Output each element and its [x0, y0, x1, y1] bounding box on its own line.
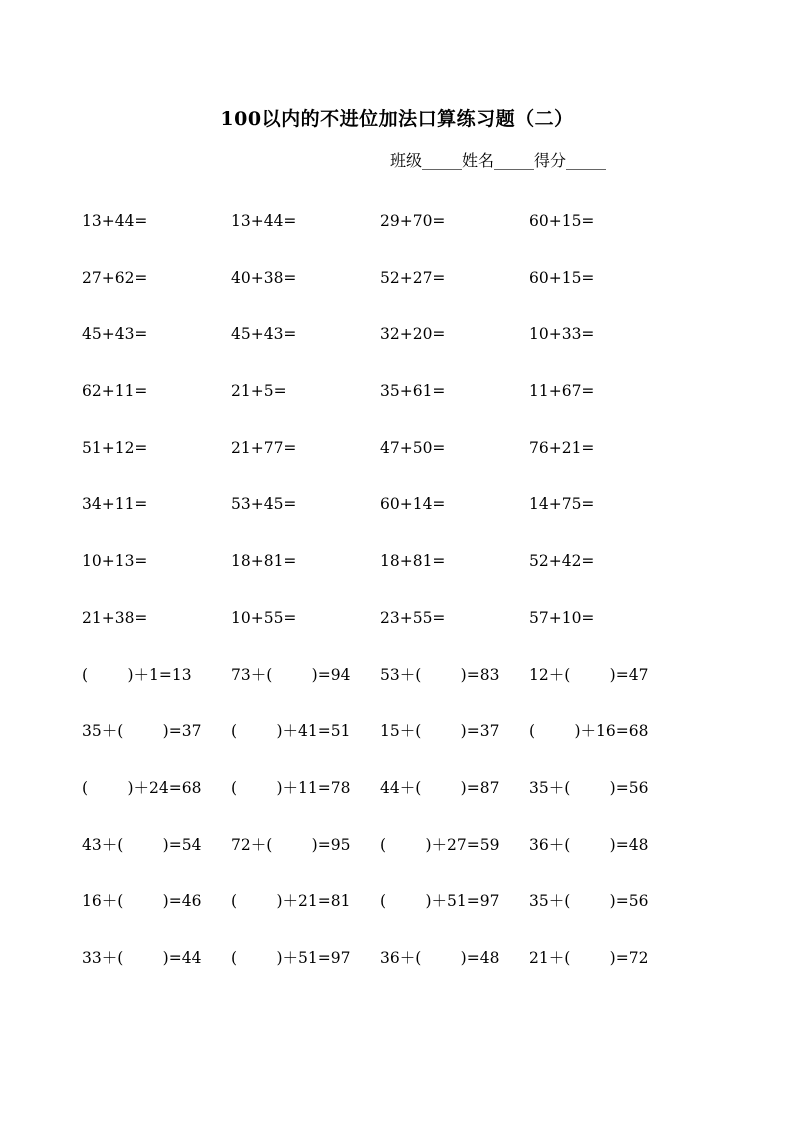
problem: 51+12=: [82, 438, 148, 457]
problem: 21+5=: [231, 382, 287, 401]
problem: 16＋( )=46: [82, 892, 202, 911]
problem: 72＋( )=95: [231, 835, 351, 854]
problem: ( )＋51=97: [380, 892, 500, 911]
problem-row: [82, 551, 678, 608]
problem: 53＋( )=83: [380, 665, 500, 684]
problem: 60+15=: [529, 268, 595, 287]
problem: 36＋( )=48: [529, 835, 649, 854]
problem: 23+55=: [380, 608, 446, 627]
problem-row: [82, 494, 678, 551]
problem: 21+38=: [82, 608, 148, 627]
problem-row: [82, 721, 678, 778]
problem-row: [82, 211, 678, 268]
problem: 15＋( )=37: [380, 722, 500, 741]
problem-row: [82, 891, 678, 948]
problem: 60+15=: [529, 212, 595, 230]
problem: 35＋( )=56: [529, 778, 649, 797]
problem: 18+81=: [380, 552, 446, 571]
problem: 21+77=: [231, 438, 297, 457]
student-info-line: 班级_____姓名_____得分_____: [390, 151, 607, 170]
problem-row: [82, 835, 678, 892]
problem: 73＋( )=94: [231, 665, 351, 684]
problem: 14+75=: [529, 495, 595, 514]
problem: 60+14=: [380, 495, 446, 514]
problem: 52+27=: [380, 268, 446, 287]
problem: ( )＋27=59: [380, 835, 500, 854]
problem: 44＋( )=87: [380, 778, 500, 797]
problem: 43＋( )=54: [82, 835, 202, 854]
problem: 35＋( )=37: [82, 722, 202, 741]
problem-row: [82, 268, 678, 325]
problem: 57+10=: [529, 608, 595, 627]
problem: 13+44=: [82, 212, 148, 230]
problem: 13+44=: [231, 212, 297, 230]
problem: 76+21=: [529, 438, 595, 457]
problem: 27+62=: [82, 268, 148, 287]
problem-row: [82, 381, 678, 438]
problem: 40+38=: [231, 268, 297, 287]
problem: ( )＋16=68: [529, 722, 649, 741]
problem: 29+70=: [380, 212, 446, 230]
problem: 33＋( )=44: [82, 948, 202, 967]
problem: 35＋( )=56: [529, 892, 649, 911]
problem-row: [82, 608, 678, 665]
problem: ( )＋41=51: [231, 722, 351, 741]
problem: 18+81=: [231, 552, 297, 571]
problem-row: [82, 438, 678, 495]
problem: 10+13=: [82, 552, 148, 571]
problem: 62+11=: [82, 382, 148, 401]
problem: 53+45=: [231, 495, 297, 514]
problem: ( )＋24=68: [82, 778, 202, 797]
problem: 21＋( )=72: [529, 948, 649, 967]
problem: 35+61=: [380, 382, 446, 401]
problem: ( )＋51=97: [231, 948, 351, 967]
problem: ( )＋1=13: [82, 665, 192, 684]
problem-row: [82, 324, 678, 381]
problem: 45+43=: [82, 325, 148, 344]
problem-row: [82, 665, 678, 722]
problem: 32+20=: [380, 325, 446, 344]
problem-grid: [82, 211, 678, 1005]
problem-row: [82, 778, 678, 835]
worksheet-title: 100以内的不进位加法口算练习题（二）: [220, 108, 574, 130]
problem: ( )＋21=81: [231, 892, 351, 911]
problem: 11+67=: [529, 382, 595, 401]
problem: ( )＋11=78: [231, 778, 351, 797]
problem: 34+11=: [82, 495, 148, 514]
problem: 10+55=: [231, 608, 297, 627]
problem: 52+42=: [529, 552, 595, 571]
problem: 45+43=: [231, 325, 297, 344]
problem: 10+33=: [529, 325, 595, 344]
problem: 47+50=: [380, 438, 446, 457]
problem-row: [82, 948, 678, 1005]
problem: 12＋( )=47: [529, 665, 649, 684]
problem: 36＋( )=48: [380, 948, 500, 967]
